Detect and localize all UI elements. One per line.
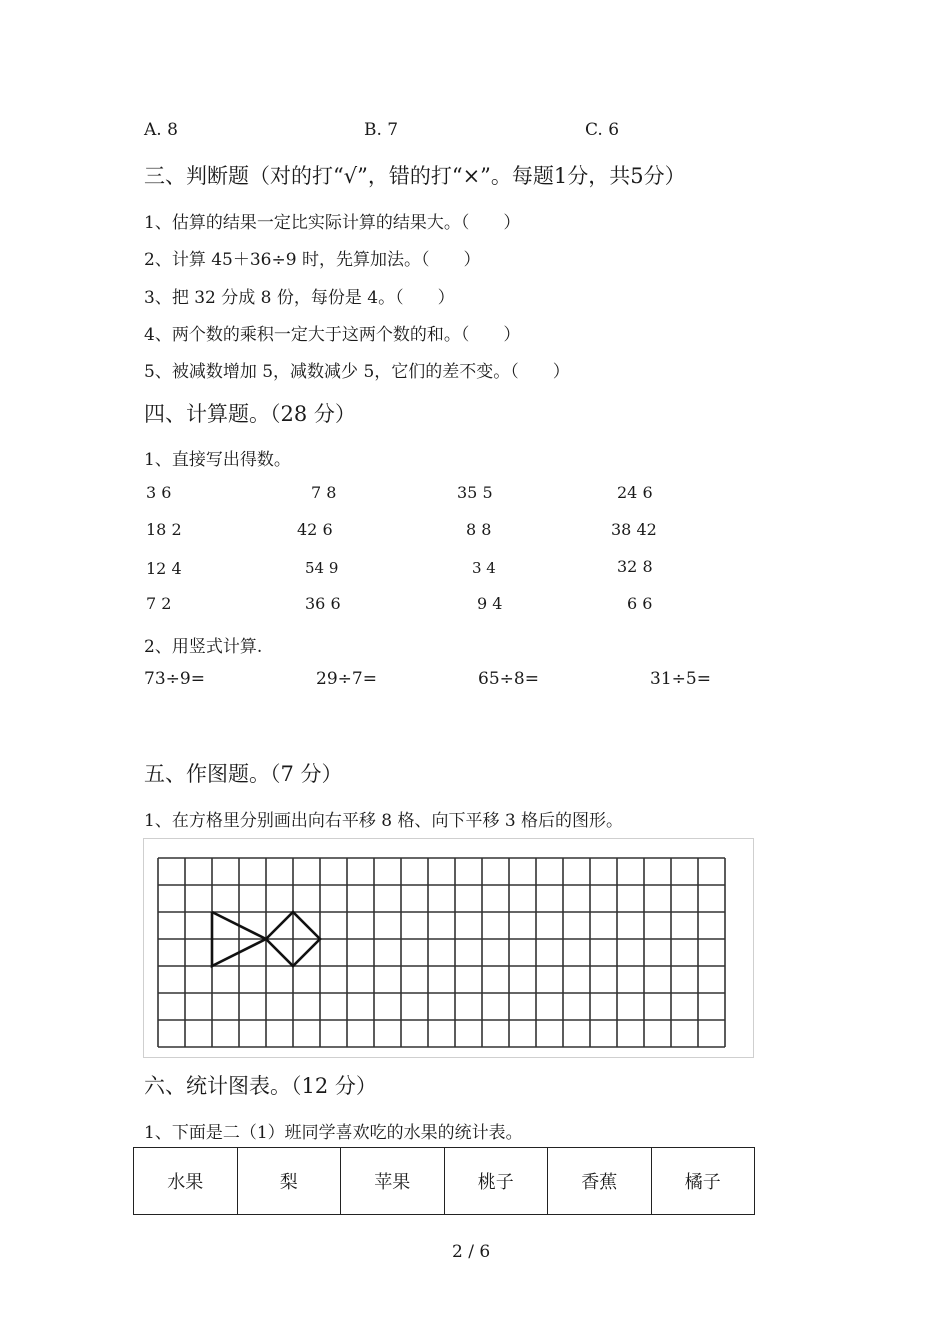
section5-title: 五、作图题。（7 分） (144, 762, 343, 786)
vertical-calc-item: 73÷9= (144, 669, 205, 689)
oral-calc-label: 1、直接写出得数。 (144, 450, 291, 470)
oral-calc-item: 3 6 (146, 483, 172, 502)
oral-calc-item: 3 4 (472, 559, 496, 577)
oral-calc-item: 7 2 (146, 594, 172, 613)
oral-calc-item: 18 2 (146, 520, 182, 539)
table-header-cell: 梨 (237, 1148, 341, 1215)
drawing-question-label: 1、在方格里分别画出向右平移 8 格、向下平移 3 格后的图形。 (144, 811, 624, 831)
oral-calc-item: 36 6 (305, 594, 341, 613)
oral-calc-item: 54 9 (305, 559, 339, 577)
section3-title: 三、判断题（对的打“√”，错的打“×”。每题1分，共5分） (144, 164, 686, 188)
table-header-cell: 水果 (134, 1148, 238, 1215)
oral-calc-item: 32 8 (617, 557, 653, 576)
table-header-cell: 香蕉 (548, 1148, 652, 1215)
oral-calc-item: 24 6 (617, 483, 653, 502)
vertical-calc-item: 29÷7= (316, 669, 377, 689)
oral-calc-item: 35 5 (457, 483, 493, 502)
table-row (134, 1148, 755, 1215)
vertical-calc-item: 65÷8= (478, 669, 539, 689)
oral-calc-item: 7 8 (311, 483, 337, 502)
judge-item-2: 2、计算 45＋36÷9 时，先算加法。（ ） (144, 250, 481, 270)
section4-title: 四、计算题。（28 分） (144, 402, 356, 426)
table-header-cell: 桃子 (444, 1148, 548, 1215)
choice-a: A. 8 (144, 120, 178, 140)
oral-calc-item: 12 4 (146, 559, 182, 578)
judge-item-5: 5、被减数增加 5，减数减少 5，它们的差不变。（ ） (144, 362, 570, 382)
judge-item-1: 1、估算的结果一定比实际计算的结果大。（ ） (144, 213, 521, 233)
drawing-grid-panel (143, 838, 754, 1058)
table-header-cell: 苹果 (341, 1148, 445, 1215)
oral-calc-item: 9 4 (477, 594, 503, 613)
page-number: 2 / 6 (452, 1242, 491, 1262)
choice-c: C. 6 (585, 120, 620, 140)
oral-calc-item: 8 8 (466, 520, 492, 539)
section6-title: 六、统计图表。（12 分） (144, 1074, 377, 1098)
judge-item-3: 3、把 32 分成 8 份，每份是 4。（ ） (144, 288, 455, 308)
table-header-cell: 橘子 (651, 1148, 755, 1215)
vertical-calc-label: 2、用竖式计算. (144, 637, 263, 657)
fruit-stats-table (133, 1147, 755, 1215)
choice-b: B. 7 (364, 120, 399, 140)
drawing-grid (143, 838, 754, 1058)
vertical-calc-item: 31÷5= (650, 669, 711, 689)
oral-calc-item: 6 6 (627, 594, 653, 613)
oral-calc-item: 42 6 (297, 520, 333, 539)
oral-calc-item: 38 42 (611, 520, 657, 539)
judge-item-4: 4、两个数的乘积一定大于这两个数的和。（ ） (144, 325, 521, 345)
stats-question-label: 1、下面是二（1）班同学喜欢吃的水果的统计表。 (144, 1123, 523, 1143)
